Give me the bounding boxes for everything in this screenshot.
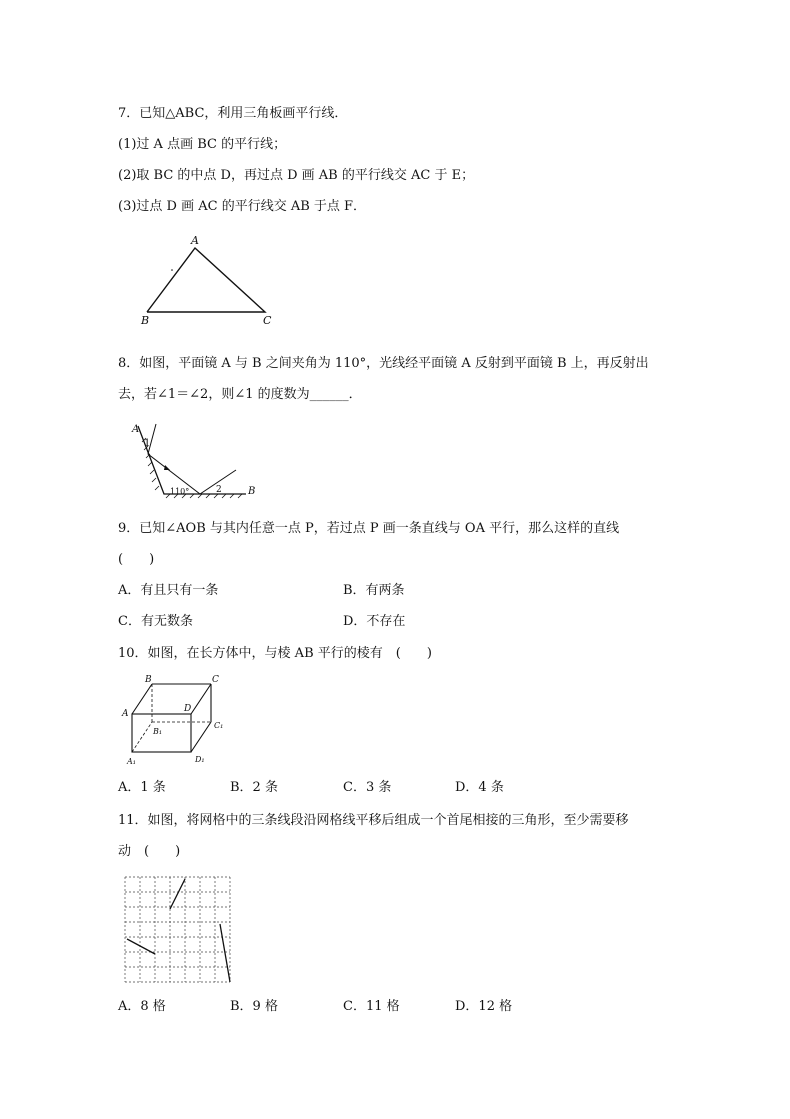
cuboid-figure — [115, 674, 235, 774]
q9-option-b[interactable]: B．有两条 — [343, 583, 405, 598]
q11-stem-line-2: 动 ( ) — [118, 844, 181, 859]
label-2: 2 — [216, 485, 222, 495]
triangle-dot — [171, 269, 173, 271]
q10-option-d[interactable]: D．4 条 — [455, 780, 504, 795]
q10-option-c[interactable]: C．3 条 — [343, 780, 392, 795]
angle-label: 110° — [170, 487, 190, 496]
label-a: A — [132, 424, 140, 435]
triangle-outline — [147, 248, 265, 312]
hidden-edge-left-bottom — [132, 722, 152, 752]
label-d1: D₁ — [195, 755, 205, 764]
q9-option-a[interactable]: A．有且只有一条 — [118, 583, 219, 598]
label-1: 1 — [144, 438, 151, 449]
triangle-abc-figure — [135, 232, 295, 332]
label-b: B — [248, 486, 256, 497]
q11-option-d[interactable]: D．12 格 — [455, 999, 513, 1014]
q11-stem-line-1: 11．如图，将网格中的三条线段沿网格线平移后组成一个首尾相接的三角形，至少需要移 — [118, 813, 629, 828]
label-a1: A₁ — [127, 757, 136, 766]
segment-top — [170, 879, 185, 909]
mirror-figure — [128, 420, 268, 500]
edge-top-left — [132, 684, 152, 714]
q10-stem: 10．如图，在长方体中，与棱 AB 平行的棱有 ( ) — [118, 646, 432, 661]
label-d: D — [184, 704, 192, 714]
edge-top-right — [191, 684, 211, 714]
q9-option-c[interactable]: C．有无数条 — [118, 614, 193, 629]
ray-arrow — [164, 465, 170, 470]
q7-part-1: (1)过 A 点画 BC 的平行线； — [118, 137, 287, 152]
label-c: C — [212, 675, 219, 685]
q7-part-3: (3)过点 D 画 AC 的平行线交 AB 于点 F． — [118, 199, 367, 214]
q8-stem-line-1: 8．如图，平面镜 A 与 B 之间夹角为 110°，光线经平面镜 A 反射到平面镜 B 上，再反射出 — [118, 356, 649, 371]
label-b1: B₁ — [153, 727, 163, 736]
label-c: C — [263, 314, 272, 327]
label-a: A — [122, 709, 129, 719]
label-b: B — [145, 675, 152, 685]
q10-option-b[interactable]: B．2 条 — [230, 780, 278, 795]
grid-figure — [120, 872, 240, 988]
q11-option-c[interactable]: C．11 格 — [343, 999, 400, 1014]
q7-stem: 7．已知△ABC，利用三角板画平行线． — [118, 106, 348, 121]
mirror-a-b — [138, 426, 246, 494]
light-ray — [148, 424, 236, 494]
q11-option-a[interactable]: A．8 格 — [118, 999, 166, 1014]
q10-option-a[interactable]: A．1 条 — [118, 780, 166, 795]
q9-stem-line-1: 9．已知∠AOB 与其内任意一点 P，若过点 P 画一条直线与 OA 平行，那么这样的直线 — [118, 521, 620, 536]
q8-stem-line-2: 去，若∠1＝∠2，则∠1 的度数为______． — [118, 387, 362, 402]
label-b: B — [141, 314, 150, 327]
label-c1: C₁ — [214, 721, 224, 730]
edge-bottom-right — [191, 722, 211, 752]
q7-part-2: (2)取 BC 的中点 D，再过点 D 画 AB 的平行线交 AC 于 E； — [118, 168, 475, 183]
q9-stem-line-2: ( ) — [118, 552, 155, 567]
q9-option-d[interactable]: D．不存在 — [343, 614, 406, 629]
segment-right — [220, 924, 230, 982]
q11-option-b[interactable]: B．9 格 — [230, 999, 278, 1014]
label-a: A — [191, 234, 199, 247]
